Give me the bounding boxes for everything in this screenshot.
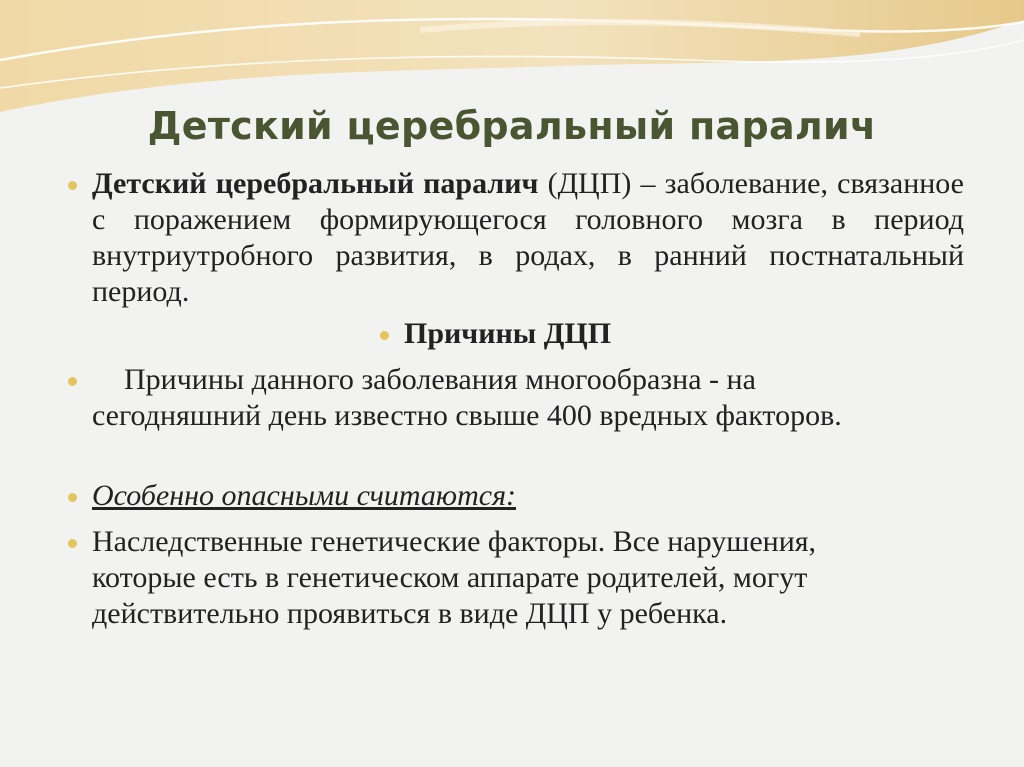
bullet-dot — [68, 377, 80, 389]
genetic-factors-paragraph: Наследственные генетические факторы. Все нарушения, которые есть в генетическом аппарате родителей, могут действительно проявиться в виде ДЦП у ребенка. — [92, 525, 817, 630]
term-bold: Детский церебральный паралич — [92, 167, 539, 200]
bullet-dot — [68, 539, 80, 551]
causes-paragraph: Причины данного заболевания многообразна - на сегодняшний день известно свыше 400 вредных факторов. — [92, 363, 842, 432]
slide-title: Детский церебральный паралич — [147, 104, 877, 148]
bullet-dot — [68, 493, 80, 505]
bullet-dot — [380, 331, 392, 343]
definition-text: (ДЦП) – заболевание, связанное с поражением формирующегося головного мозга в период внутриутробного развития, в родах, в ранний постнатальный период. — [92, 167, 964, 308]
causes-heading: Причины ДЦП — [404, 317, 612, 350]
dangerous-factors-heading: Особенно опасными считаются: — [92, 479, 516, 512]
bullet-dot — [68, 181, 80, 193]
decorative-wave-banner — [0, 0, 1024, 115]
definition-paragraph — [92, 166, 964, 310]
